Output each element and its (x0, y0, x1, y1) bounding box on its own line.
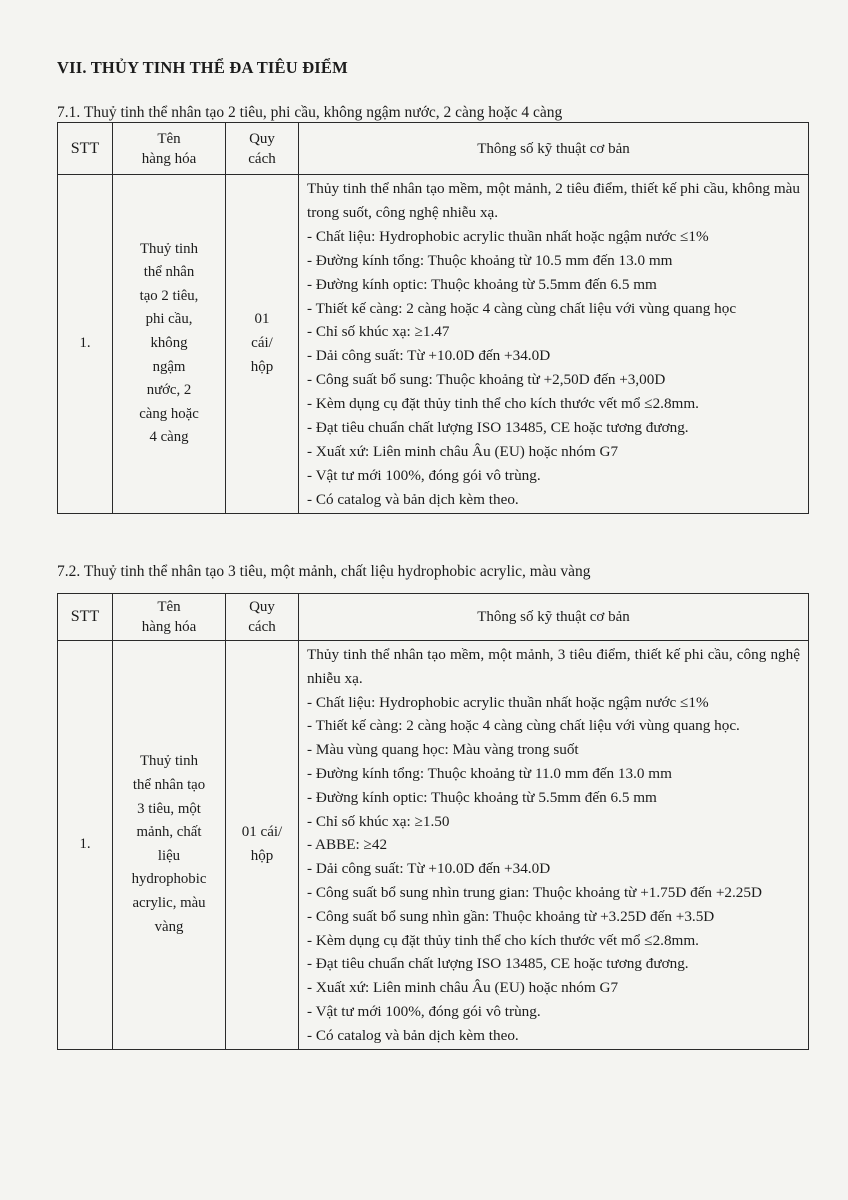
header-details: Thông số kỹ thuật cơ bản (299, 594, 809, 641)
spec-item: - Thiết kế càng: 2 càng hoặc 4 càng cùng chất liệu với vùng quang học (307, 299, 737, 317)
spec-table-7-2 (57, 593, 809, 1050)
spec-item: - Kèm dụng cụ đặt thủy tinh thể cho kích thước vết mổ ≤2.8mm. (307, 931, 699, 949)
row-product-name (113, 175, 226, 514)
spec-item: - Công suất bổ sung nhìn gần: Thuộc khoảng từ +3.25D đến +3.5D (307, 907, 715, 925)
spec-item: - Dải công suất: Từ +10.0D đến +34.0D (307, 860, 551, 878)
spec-item: - Vật tư mới 100%, đóng gói vô trùng. (307, 466, 541, 484)
spec-item: - Công suất bổ sung nhìn trung gian: Thuộc khoảng từ +1.75D đến +2.25D (307, 883, 762, 901)
spec-item: - Công suất bổ sung: Thuộc khoảng từ +2,50D đến +3,00D (307, 371, 666, 389)
spec-item: - ABBE: ≥42 (307, 836, 388, 854)
header-spec-line1: Quy (249, 130, 275, 147)
packaging-line: 01 cái/ (241, 824, 283, 841)
name-line: thể nhân (143, 264, 195, 281)
name-line: ngậm (152, 358, 186, 375)
spec-item: - Chỉ số khúc xạ: ≥1.50 (307, 812, 450, 830)
packaging-line: hộp (250, 358, 274, 375)
header-name-line2: hàng hóa (141, 150, 197, 167)
header-spec-line1: Quy (249, 599, 275, 615)
header-packaging (226, 594, 299, 641)
name-line: không (150, 335, 188, 352)
name-line: hydrophobic (131, 871, 207, 888)
row-technical-specs (299, 641, 809, 1050)
table-header-row (58, 594, 809, 641)
name-line: phi cầu, (145, 311, 193, 328)
header-details: Thông số kỹ thuật cơ bản (299, 123, 809, 175)
spec-intro: Thủy tinh thể nhân tạo mềm, một mảnh, 3 tiêu điểm, thiết kế phi cầu, công nghệ nhiễu xạ. (307, 646, 800, 687)
name-line: 4 càng (149, 429, 189, 446)
header-stt: STT (58, 123, 113, 175)
name-line: Thuỷ tinh (140, 753, 198, 770)
section-title: VII. THỦY TINH THỂ ĐA TIÊU ĐIỂM (57, 58, 348, 77)
spec-item: - Có catalog và bản dịch kèm theo. (307, 1026, 519, 1044)
spec-item: - Xuất xứ: Liên minh châu Âu (EU) hoặc nhóm G7 (307, 979, 619, 997)
spec-item: - Có catalog và bản dịch kèm theo. (307, 490, 519, 508)
header-name-line1: Tên (157, 130, 181, 147)
spec-item: - Xuất xứ: Liên minh châu Âu (EU) hoặc nhóm G7 (307, 442, 619, 460)
spec-item: - Đường kính tổng: Thuộc khoảng từ 11.0 mm đến 13.0 mm (307, 764, 672, 782)
name-line: tạo 2 tiêu, (139, 287, 199, 304)
header-name-line1: Tên (157, 599, 181, 615)
spec-intro: Thủy tinh thể nhân tạo mềm, một mảnh, 2 tiêu điểm, thiết kế phi cầu, không màu trong suốt, công nghệ nhiễu xạ. (307, 180, 800, 221)
table-row (58, 175, 809, 514)
name-line: nước, 2 (146, 382, 192, 399)
spec-item: - Màu vùng quang học: Màu vàng trong suốt (307, 741, 579, 759)
table-caption-7-2: 7.2. Thuỷ tinh thể nhân tạo 3 tiêu, một mảnh, chất liệu hydrophobic acrylic, màu vàng (57, 563, 591, 580)
name-line: càng hoặc (139, 405, 199, 422)
spec-item: - Chỉ số khúc xạ: ≥1.47 (307, 323, 450, 341)
name-line: vàng (154, 918, 184, 935)
header-name-line2: hàng hóa (141, 619, 197, 635)
spec-item: - Đường kính optic: Thuộc khoảng từ 5.5mm đến 6.5 mm (307, 275, 657, 293)
spec-item: - Đường kính optic: Thuộc khoảng từ 5.5mm đến 6.5 mm (307, 788, 657, 806)
packaging-line: cái/ (251, 335, 273, 352)
spec-item: - Dải công suất: Từ +10.0D đến +34.0D (307, 347, 551, 365)
packaging-line: hộp (250, 847, 274, 864)
header-spec-line2: cách (248, 150, 276, 167)
spec-item: - Thiết kế càng: 2 càng hoặc 4 càng cùng chất liệu với vùng quang học. (307, 717, 740, 735)
row-stt: 1. (58, 175, 113, 514)
spec-item: - Chất liệu: Hydrophobic acrylic thuần nhất hoặc ngậm nước ≤1% (307, 227, 709, 245)
row-packaging (226, 175, 299, 514)
row-packaging (226, 641, 299, 1050)
header-stt: STT (58, 594, 113, 641)
table-header-row (58, 123, 809, 175)
name-line: mảnh, chất (136, 824, 202, 841)
row-technical-specs (299, 175, 809, 514)
name-line: thể nhân tạo (132, 776, 206, 793)
row-stt: 1. (58, 641, 113, 1050)
spec-table-7-1 (57, 122, 809, 514)
spec-item: - Vật tư mới 100%, đóng gói vô trùng. (307, 1002, 541, 1020)
spec-item: - Kèm dụng cụ đặt thủy tinh thể cho kích thước vết mổ ≤2.8mm. (307, 395, 699, 413)
spec-item: - Chất liệu: Hydrophobic acrylic thuần nhất hoặc ngậm nước ≤1% (307, 693, 709, 711)
row-product-name (113, 641, 226, 1050)
packaging-line: 01 (254, 311, 270, 328)
spec-item: - Đường kính tổng: Thuộc khoảng từ 10.5 mm đến 13.0 mm (307, 251, 673, 269)
header-spec-line2: cách (248, 619, 276, 635)
name-line: Thuỷ tinh (140, 240, 198, 257)
name-line: liệu (157, 847, 181, 864)
spec-item: - Đạt tiêu chuẩn chất lượng ISO 13485, CE hoặc tương đương. (307, 955, 689, 973)
header-product-name (113, 123, 226, 175)
header-product-name (113, 594, 226, 641)
table-row (58, 641, 809, 1050)
header-packaging (226, 123, 299, 175)
name-line: acrylic, màu (132, 894, 206, 911)
spec-item: - Đạt tiêu chuẩn chất lượng ISO 13485, CE hoặc tương đương. (307, 419, 689, 437)
table-caption-7-1: 7.1. Thuỷ tinh thể nhân tạo 2 tiêu, phi cầu, không ngậm nước, 2 càng hoặc 4 càng (57, 104, 563, 121)
name-line: 3 tiêu, một (137, 800, 201, 817)
